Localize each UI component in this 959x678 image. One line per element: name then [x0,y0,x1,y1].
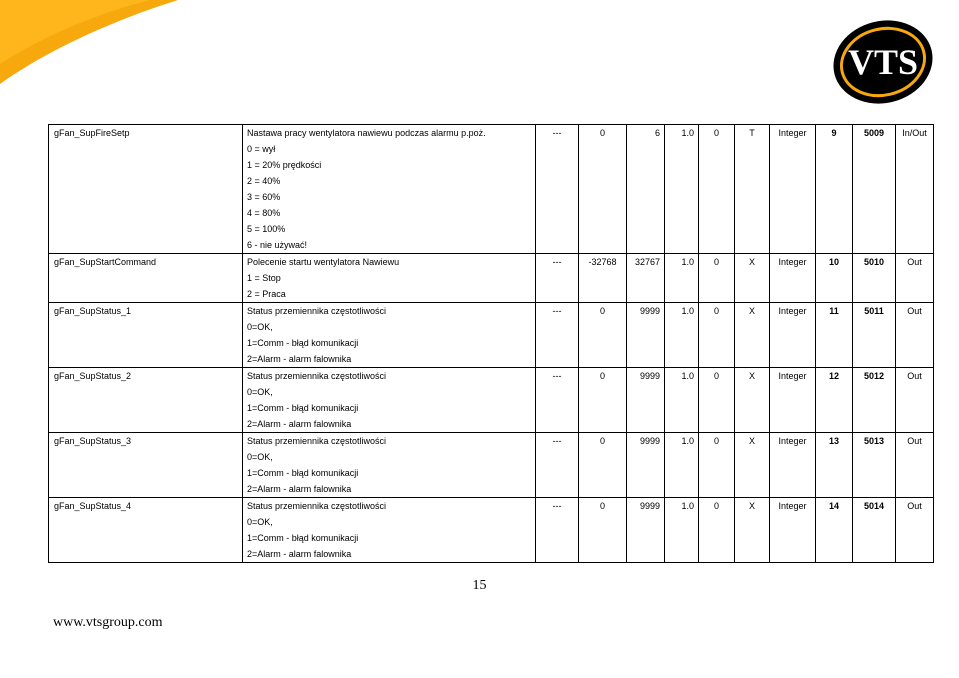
direction-cell: Out [896,368,934,433]
description-line: Nastawa pracy wentylatora nawiewu podczas alarmu p.poż. [247,128,486,138]
unit-cell: --- [536,433,579,498]
direction-cell: Out [896,254,934,303]
min-cell: -32768 [579,254,627,303]
index-cell: 9 [816,125,853,254]
unit-cell: --- [536,254,579,303]
address-cell: 5012 [853,368,896,433]
description-line: 2 = 40% [247,176,281,186]
parameter-name: gFan_SupStatus_4 [49,498,243,563]
vts-logo [831,18,935,106]
description-line: 1=Comm - błąd komunikacji [247,403,359,413]
description-line: 2=Alarm - alarm falownika [247,484,352,494]
access-cell: X [735,433,770,498]
min-cell: 0 [579,125,627,254]
description-line: 0=OK, [247,517,273,527]
parameter-name: gFan_SupStatus_1 [49,303,243,368]
description-line: 0=OK, [247,387,273,397]
address-cell: 5014 [853,498,896,563]
default-cell: 0 [699,254,735,303]
unit-cell: --- [536,498,579,563]
parameters-table [48,124,934,563]
description-line: 0 = wył [247,144,276,154]
factor-cell: 1.0 [665,303,699,368]
parameter-description [243,498,536,563]
description-line: Polecenie startu wentylatora Nawiewu [247,257,400,267]
direction-cell: Out [896,498,934,563]
description-line: 2=Alarm - alarm falownika [247,354,352,364]
direction-cell: In/Out [896,125,934,254]
default-cell: 0 [699,368,735,433]
unit-cell: --- [536,303,579,368]
default-cell: 0 [699,125,735,254]
max-cell: 9999 [627,433,665,498]
type-cell: Integer [770,433,816,498]
page-number: 15 [472,578,487,593]
table-row [49,254,934,303]
factor-cell: 1.0 [665,498,699,563]
svg-text:VTS: VTS [847,42,919,82]
description-line: 2 = Praca [247,289,286,299]
max-cell: 9999 [627,303,665,368]
unit-cell: --- [536,368,579,433]
factor-cell: 1.0 [665,368,699,433]
description-line: 2=Alarm - alarm falownika [247,549,352,559]
description-line: 1 = 20% prędkości [247,160,322,170]
max-cell: 9999 [627,368,665,433]
type-cell: Integer [770,303,816,368]
default-cell: 0 [699,498,735,563]
table-row [49,303,934,368]
address-cell: 5009 [853,125,896,254]
parameter-description [243,368,536,433]
type-cell: Integer [770,125,816,254]
description-line: 2=Alarm - alarm falownika [247,419,352,429]
default-cell: 0 [699,433,735,498]
description-line: 5 = 100% [247,224,286,234]
description-line: Status przemiennika częstotliwości [247,306,387,316]
min-cell: 0 [579,498,627,563]
factor-cell: 1.0 [665,433,699,498]
access-cell: T [735,125,770,254]
parameter-name: gFan_SupStartCommand [49,254,243,303]
description-line: 6 - nie używać! [247,240,308,250]
description-line: 1=Comm - błąd komunikacji [247,468,359,478]
address-cell: 5010 [853,254,896,303]
parameter-name: gFan_SupStatus_2 [49,368,243,433]
min-cell: 0 [579,433,627,498]
description-line: Status przemiennika częstotliwości [247,501,387,511]
max-cell: 32767 [627,254,665,303]
address-cell: 5011 [853,303,896,368]
description-line: 4 = 80% [247,208,281,218]
default-cell: 0 [699,303,735,368]
index-cell: 13 [816,433,853,498]
corner-decoration [0,0,200,95]
access-cell: X [735,498,770,563]
description-line: 1=Comm - błąd komunikacji [247,533,359,543]
description-line: Status przemiennika częstotliwości [247,371,387,381]
type-cell: Integer [770,498,816,563]
index-cell: 10 [816,254,853,303]
parameter-description [243,125,536,254]
min-cell: 0 [579,368,627,433]
parameter-description [243,433,536,498]
description-line: 1=Comm - błąd komunikacji [247,338,359,348]
description-line: Status przemiennika częstotliwości [247,436,387,446]
table-row [49,433,934,498]
parameter-name: gFan_SupFireSetp [49,125,243,254]
access-cell: X [735,254,770,303]
table-row [49,498,934,563]
type-cell: Integer [770,368,816,433]
factor-cell: 1.0 [665,125,699,254]
description-line: 3 = 60% [247,192,281,202]
description-line: 0=OK, [247,452,273,462]
factor-cell: 1.0 [665,254,699,303]
parameter-description [243,303,536,368]
index-cell: 12 [816,368,853,433]
type-cell: Integer [770,254,816,303]
website-url: www.vtsgroup.com [53,615,163,630]
parameter-description [243,254,536,303]
parameter-name: gFan_SupStatus_3 [49,433,243,498]
table-row [49,368,934,433]
index-cell: 11 [816,303,853,368]
direction-cell: Out [896,303,934,368]
min-cell: 0 [579,303,627,368]
address-cell: 5013 [853,433,896,498]
access-cell: X [735,303,770,368]
description-line: 0=OK, [247,322,273,332]
table-row [49,125,934,254]
index-cell: 14 [816,498,853,563]
description-line: 1 = Stop [247,273,281,283]
max-cell: 6 [627,125,665,254]
unit-cell: --- [536,125,579,254]
access-cell: X [735,368,770,433]
max-cell: 9999 [627,498,665,563]
direction-cell: Out [896,433,934,498]
